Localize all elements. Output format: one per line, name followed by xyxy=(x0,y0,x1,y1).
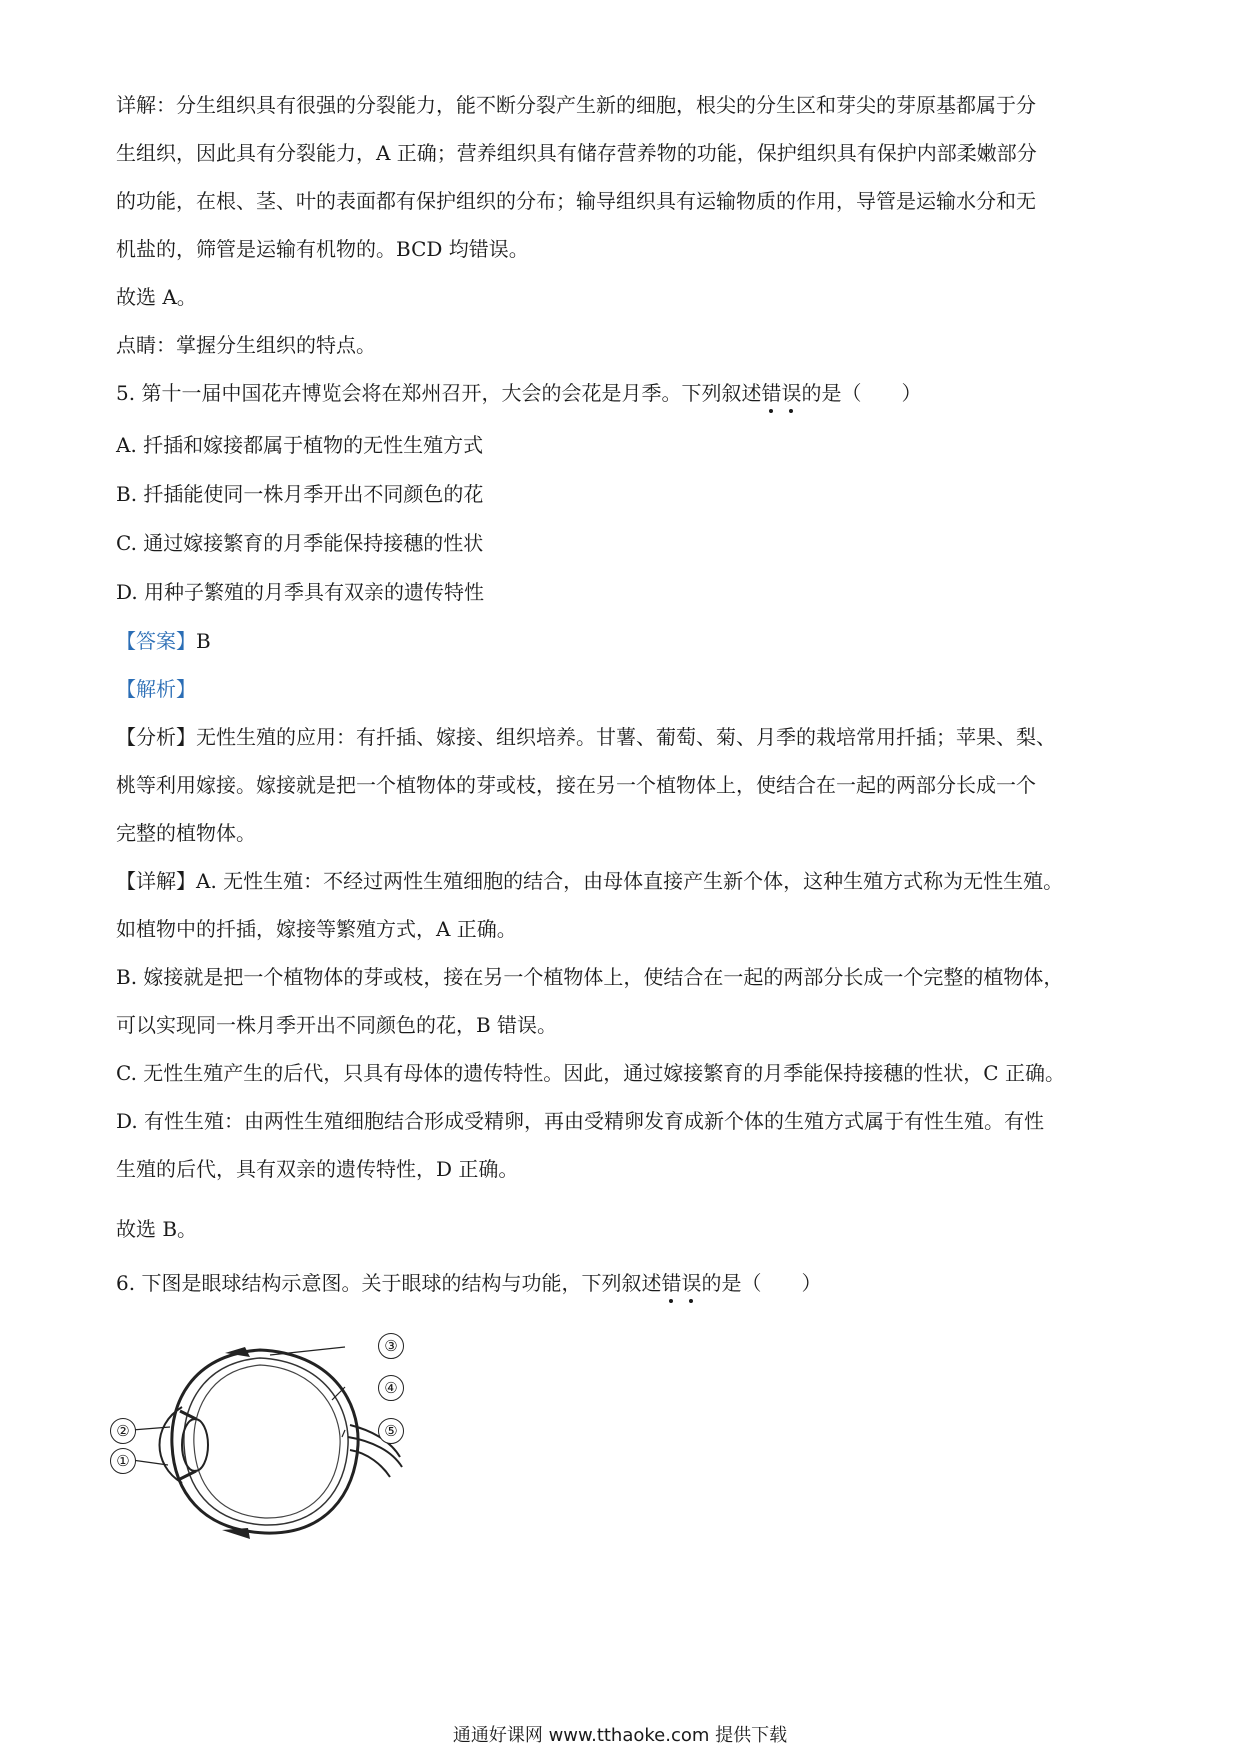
retina-outline xyxy=(194,1365,340,1518)
analysis-line: 可以实现同一株月季开出不同颜色的花，B 错误。 xyxy=(116,1013,558,1037)
answer-line xyxy=(116,628,1136,654)
analysis-tag-text: 【解析】 xyxy=(116,677,196,701)
muscle-bottom xyxy=(222,1528,250,1539)
pointer-5 xyxy=(342,1430,345,1437)
label-4: ④ xyxy=(378,1375,404,1401)
question-5-stem xyxy=(116,380,1136,406)
analysis-line: C. 无性生殖产生的后代，只具有母体的遗传特性。因此，通过嫁接繁育的月季能保持接穗的性状，C 正确。 xyxy=(116,1061,1065,1085)
eyeball-diagram xyxy=(110,1325,430,1545)
text-line: 点睛：掌握分生组织的特点。 xyxy=(116,333,376,357)
sclera-outline xyxy=(172,1350,358,1533)
pointer-4 xyxy=(332,1387,345,1400)
text-line: 生组织，因此具有分裂能力，A 正确；营养组织具有储存营养物的功能，保护组织具有保护内部柔嫩部分 xyxy=(116,141,1037,165)
option-c: C. 通过嫁接繁育的月季能保持接穗的性状 xyxy=(116,531,484,555)
analysis-tag xyxy=(116,676,1136,702)
text-line: 的功能，在根、茎、叶的表面都有保护组织的分布；输导组织具有运输物质的作用，导管是运输水分和无 xyxy=(116,189,1036,213)
stem-text: 的是（ ） xyxy=(801,381,922,405)
analysis-line: 【分析】无性生殖的应用：有扦插、嫁接、组织培养。甘薯、葡萄、菊、月季的栽培常用扦插；苹果、梨、 xyxy=(116,725,1056,749)
text-line: 故选 A。 xyxy=(116,285,197,309)
question-6-stem xyxy=(116,1270,1136,1296)
analysis-line: B. 嫁接就是把一个植物体的芽或枝，接在另一个植物体上，使结合在一起的两部分长成一个完整的植物体， xyxy=(116,965,1064,989)
answer-tag: 【答案】 xyxy=(116,629,196,653)
emphasis-char: 误 xyxy=(781,381,802,405)
text-line: 详解：分生组织具有很强的分裂能力，能不断分裂产生新的细胞，根尖的分生区和芽尖的芽原基都属于分 xyxy=(116,93,1036,117)
label-3: ③ xyxy=(378,1333,404,1359)
answer-value: B xyxy=(196,629,211,653)
option-d: D. 用种子繁殖的月季具有双亲的遗传特性 xyxy=(116,580,485,604)
analysis-line: 如植物中的扦插，嫁接等繁殖方式，A 正确。 xyxy=(116,917,517,941)
analysis-line: D. 有性生殖：由两性生殖细胞结合形成受精卵，再由受精卵发育成新个体的生殖方式属于有性生殖。有性 xyxy=(116,1109,1045,1133)
analysis-line: 完整的植物体。 xyxy=(116,821,256,845)
option-a: A. 扦插和嫁接都属于植物的无性生殖方式 xyxy=(116,433,484,457)
emphasis-char: 错 xyxy=(761,381,782,405)
stem-text: 的是（ ） xyxy=(701,1271,822,1295)
label-5: ⑤ xyxy=(378,1418,404,1444)
footer-watermark: 通通好课网 www.tthaoke.com 提供下载 xyxy=(452,1725,788,1746)
option-b: B. 扦插能使同一株月季开出不同颜色的花 xyxy=(116,482,484,506)
text-line: 机盐的，筛管是运输有机物的。BCD 均错误。 xyxy=(116,237,529,261)
pointer-2 xyxy=(132,1427,170,1430)
analysis-line: 【详解】A. 无性生殖：不经过两性生殖细胞的结合，由母体直接产生新个体，这种生殖方式称为无性生殖。 xyxy=(116,869,1064,893)
stem-text: 5. 第十一届中国花卉博览会将在郑州召开，大会的会花是月季。下列叙述 xyxy=(116,381,762,405)
analysis-line: 桃等利用嫁接。嫁接就是把一个植物体的芽或枝，接在另一个植物体上，使结合在一起的两部分长成一个 xyxy=(116,773,1036,797)
label-1: ① xyxy=(110,1448,136,1474)
analysis-line: 生殖的后代，具有双亲的遗传特性，D 正确。 xyxy=(116,1157,519,1181)
label-2: ② xyxy=(110,1418,136,1444)
stem-text: 6. 下图是眼球结构示意图。关于眼球的结构与功能，下列叙述 xyxy=(116,1271,662,1295)
emphasis-char: 错 xyxy=(661,1271,682,1295)
emphasis-char: 误 xyxy=(681,1271,702,1295)
analysis-line: 故选 B。 xyxy=(116,1217,198,1241)
